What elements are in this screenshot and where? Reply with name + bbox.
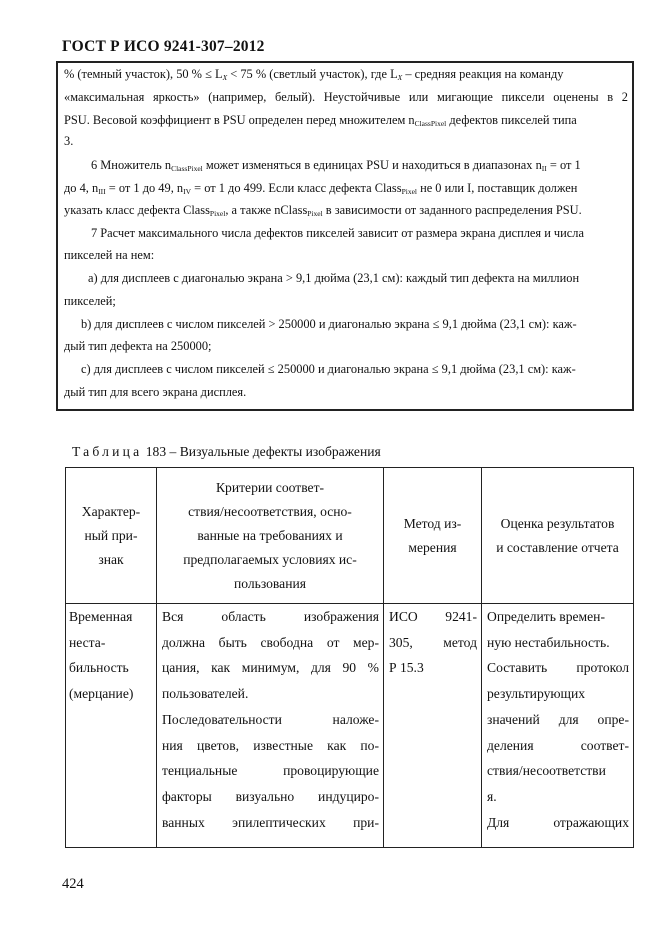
note-item-c-line-2: дый тип для всего экрана дисплея.	[64, 385, 247, 399]
note-line-4: 3.	[64, 134, 74, 148]
note-line-2: «максимальная яркость» (например, белый). Неустойчивые или мигающие пиксели оценены в 2	[64, 90, 628, 104]
note-box	[56, 61, 634, 411]
note-item-b-line-2: дый тип дефекта на 250000;	[64, 339, 212, 353]
note-line-3: PSU. Весовой коэффициент в PSU определен перед множителем $n_{ClassPixel}$ дефектов пикселей типа	[64, 113, 577, 128]
table-caption-text: 183 – Визуальные дефекты изображения	[142, 444, 381, 459]
table-header-row	[66, 468, 634, 604]
note-paragraph-6-line-1: 6 Множитель $n_{ClassPixel}$ может изменяться в единицах PSU и находиться в диапазонах $n_{II}$ = от 1	[91, 158, 581, 173]
header-method: Метод из- мерения	[384, 468, 482, 604]
note-paragraph-6-line-3: указать класс дефекта Class$_{Pixel}$, а также nClass$_{Pixel}$ в зависимости от заданного распределения PSU.	[64, 203, 582, 218]
note-paragraph-7-line-1: 7 Расчет максимального числа дефектов пикселей зависит от размера экрана дисплея и числа	[91, 226, 584, 240]
note-item-a-line-2: пикселей;	[64, 294, 116, 308]
table-row	[66, 604, 634, 848]
note-paragraph-7-line-2: пикселей на нем:	[64, 248, 155, 262]
cell-method: ИСО 9241- 305, метод Р 15.3	[384, 604, 482, 848]
visual-defects-table	[65, 467, 634, 848]
note-line-1: % (темный участок), 50 % ≤ $L_X < 75$ % (светлый участок), где $L_X$ – средняя реакция на команду	[64, 67, 564, 82]
note-item-b-line-1: b) для дисплеев с числом пикселей > 250000 и диагональю экрана ≤ 9,1 дюйма (23,1 см): каж-	[81, 317, 577, 331]
table-caption-word: Таблица	[72, 444, 143, 459]
header-criteria: Критерии соответ- ствия/несоответствия, осно- ванные на требованиях и предполагаемых условиях ис- пользования	[157, 468, 384, 604]
header-characteristic: Характер- ный при- знак	[66, 468, 157, 604]
note-item-c-line-1: c) для дисплеев с числом пикселей ≤ 250000 и диагональю экрана ≤ 9,1 дюйма (23,1 см): каж-	[81, 362, 576, 376]
note-item-a-line-1: a) для дисплеев с диагональю экрана > 9,1 дюйма (23,1 см): каждый тип дефекта на миллион	[88, 271, 580, 285]
table-caption	[72, 444, 381, 460]
cell-characteristic: Временная неста- бильность (мерцание)	[66, 604, 157, 848]
document-header: ГОСТ Р ИСО 9241-307–2012	[62, 38, 265, 55]
page-number: 424	[62, 876, 84, 892]
cell-criteria: Вся область изображения должна быть свободна от мер- цания, как минимум, для 90 % пользователей. Последовательности наложе- ния цветов, известные как по- тенциальные провоцирующие факторы визуально индуциро- ванных эпилептических при-	[157, 604, 384, 848]
cell-evaluation: Определить времен- ную нестабильность. Составить протокол результирующих значений для опре- деления соответ- ствия/несоответстви я. Для отражающих	[482, 604, 634, 848]
note-paragraph-6-line-2: до 4, $n_{III}$ = от 1 до 49, $n_{IV}$ = от 1 до 499. Если класс дефекта Class$_{Pixel}$ не 0 или I, поставщик должен	[64, 181, 578, 196]
header-evaluation: Оценка результатов и составление отчета	[482, 468, 634, 604]
